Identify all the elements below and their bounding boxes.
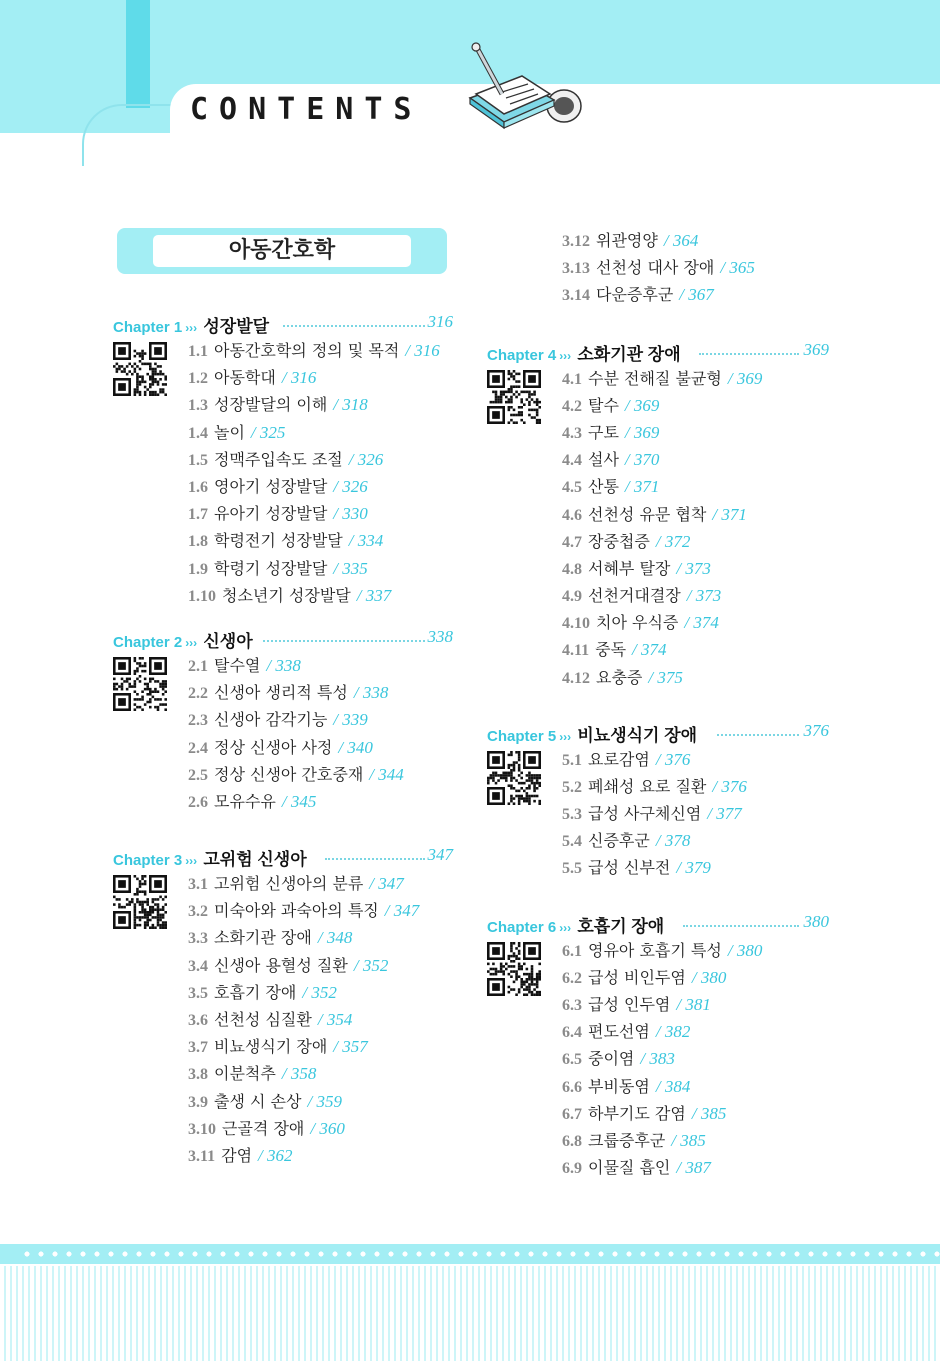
list-item[interactable]: 4.11 중독 / 374 (562, 640, 667, 660)
item-list (562, 365, 829, 691)
list-item[interactable]: 6.8 크룹증후군 / 385 (562, 1130, 706, 1150)
chapter-heading[interactable] (113, 625, 453, 652)
chevron-icon: ››› (185, 321, 198, 335)
section-title-box (117, 228, 447, 274)
list-item[interactable]: 6.2 급성 비인두염 / 380 (562, 967, 727, 987)
list-item[interactable]: 4.3 구토 / 369 (562, 422, 660, 442)
chapter-title: 비뇨생식기 장애 (577, 725, 698, 745)
footer-stripes (0, 1266, 940, 1361)
right-column (487, 227, 829, 1182)
list-item[interactable]: 3.13 선천성 대사 장애 / 365 (562, 258, 755, 278)
qr-code-icon[interactable] (487, 751, 541, 805)
list-item[interactable]: 4.1 수분 전해질 불균형 / 369 (562, 368, 763, 388)
chapter-title: 신생아 (203, 632, 253, 651)
chevron-icon: ››› (185, 854, 198, 868)
leader-dots (683, 925, 799, 927)
list-item[interactable]: 5.3 급성 사구체신염 / 377 (562, 803, 742, 823)
list-item[interactable]: 3.5 호흡기 장애 / 352 (188, 982, 337, 1002)
qr-code-icon[interactable] (113, 342, 167, 396)
list-item[interactable]: 2.4 정상 신생아 사정 / 340 (188, 737, 373, 757)
list-item[interactable]: 3.10 근골격 장애 / 360 (188, 1118, 345, 1138)
list-item[interactable]: 4.2 탈수 / 369 (562, 395, 660, 415)
list-item[interactable]: 4.6 선천성 유문 협착 / 371 (562, 504, 747, 524)
chapter-number: Chapter 5 (487, 727, 557, 745)
list-item[interactable]: 3.7 비뇨생식기 장애 / 357 (188, 1037, 368, 1057)
list-item[interactable]: 3.8 이분척추 / 358 (188, 1064, 317, 1084)
list-item[interactable]: 2.3 신생아 감각기능 / 339 (188, 710, 368, 730)
list-item[interactable]: 3.12 위관영양 / 364 (562, 231, 699, 250)
chapter-title: 성장발달 (203, 317, 270, 336)
chevron-icon: ››› (559, 348, 572, 363)
item-list (188, 870, 453, 1169)
qr-code-icon[interactable] (487, 370, 541, 424)
list-item[interactable]: 1.6 영아기 성장발달 / 326 (188, 476, 368, 496)
list-item[interactable]: 3.3 소화기관 장애 / 348 (188, 928, 353, 948)
chapter-title: 호흡기 장애 (577, 916, 665, 936)
chapter-number: Chapter 1 (113, 319, 183, 336)
list-item[interactable]: 6.6 부비동염 / 384 (562, 1076, 691, 1096)
list-item[interactable]: 6.7 하부기도 감염 / 385 (562, 1103, 727, 1123)
chapter-page: 380 (803, 911, 829, 931)
list-item[interactable]: 3.2 미숙아와 과숙아의 특징 / 347 (188, 901, 420, 921)
footer-dot-band (0, 1244, 940, 1264)
list-item[interactable]: 6.1 영유아 호흡기 특성 / 380 (562, 940, 763, 960)
chapter-number: Chapter 2 (113, 634, 183, 651)
chapter-page: 347 (427, 845, 453, 864)
chapter-page: 316 (427, 312, 453, 331)
list-item[interactable]: 4.5 산통 / 371 (562, 477, 660, 497)
list-item[interactable]: 1.9 학령기 성장발달 / 335 (188, 558, 368, 578)
chapter-title: 고위험 신생아 (203, 850, 307, 869)
footer-dots (20, 1251, 940, 1257)
list-item[interactable]: 1.8 학령전기 성장발달 / 334 (188, 531, 384, 551)
list-item[interactable]: 3.11 감염 / 362 (188, 1145, 293, 1165)
list-item[interactable]: 1.2 아동학대 / 316 (188, 368, 317, 388)
chapter-block (113, 843, 453, 1173)
list-item[interactable]: 1.7 유아기 성장발달 / 330 (188, 504, 368, 524)
left-column (113, 310, 453, 1173)
list-item[interactable]: 6.3 급성 인두염 / 381 (562, 994, 711, 1014)
chapter-title: 소화기관 장애 (577, 344, 681, 364)
list-item[interactable]: 1.4 놀이 / 325 (188, 422, 286, 442)
item-list (562, 937, 829, 1182)
chapter-block (487, 719, 829, 910)
chapter-block (113, 625, 453, 843)
book-pen-icon (462, 40, 592, 132)
chapter-heading[interactable] (113, 843, 453, 870)
chapter-block (113, 310, 453, 625)
list-item[interactable]: 6.5 중이염 / 383 (562, 1049, 675, 1069)
leader-dots (699, 353, 799, 355)
list-item[interactable]: 1.1 아동간호학의 정의 및 목적 / 316 (188, 341, 440, 360)
leader-dots (263, 640, 425, 642)
list-item[interactable]: 5.4 신증후군 / 378 (562, 831, 691, 851)
list-item[interactable]: 4.12 요충증 / 375 (562, 667, 683, 687)
chapter-block (487, 338, 829, 719)
list-item[interactable]: 2.5 정상 신생아 간호중재 / 344 (188, 764, 404, 784)
section-title: 아동간호학 (153, 235, 411, 267)
header-strip (126, 0, 150, 108)
list-item[interactable]: 6.4 편도선염 / 382 (562, 1022, 691, 1042)
list-item[interactable]: 1.10 청소년기 성장발달 / 337 (188, 585, 392, 605)
list-item[interactable]: 2.2 신생아 생리적 특성 / 338 (188, 683, 389, 703)
chapter-number: Chapter 3 (113, 852, 183, 869)
list-item[interactable]: 4.7 장중첩증 / 372 (562, 531, 691, 551)
chapter-page: 338 (427, 627, 453, 646)
chevron-icon: ››› (559, 920, 572, 935)
list-item[interactable]: 3.9 출생 시 손상 / 359 (188, 1091, 342, 1111)
list-item[interactable]: 4.10 치아 우식증 / 374 (562, 613, 719, 633)
chevron-icon: ››› (559, 729, 572, 744)
leader-dots (325, 858, 425, 860)
list-item[interactable]: 4.9 선천거대결장 / 373 (562, 586, 722, 606)
list-item[interactable]: 6.9 이물질 흡인 / 387 (562, 1158, 711, 1178)
qr-code-icon[interactable] (113, 657, 167, 711)
list-item[interactable]: 4.4 설사 / 370 (562, 450, 660, 470)
qr-code-icon[interactable] (487, 942, 541, 996)
list-item[interactable]: 3.14 다운증후군 / 367 (562, 285, 714, 305)
chapter-heading[interactable] (487, 910, 829, 937)
chapter-block (487, 910, 829, 1182)
continued-item-list (562, 227, 829, 309)
chapter-heading[interactable] (113, 310, 453, 337)
chapter-heading[interactable] (487, 719, 829, 746)
list-item[interactable]: 5.2 폐쇄성 요로 질환 / 376 (562, 776, 747, 796)
list-item[interactable]: 1.3 성장발달의 이해 / 318 (188, 395, 368, 415)
chapter-page: 369 (803, 339, 829, 359)
chapter-number: Chapter 4 (487, 346, 557, 364)
item-list (188, 652, 453, 815)
list-item[interactable]: 3.6 선천성 심질환 / 354 (188, 1009, 353, 1029)
chevron-icon: ››› (185, 636, 198, 650)
list-item[interactable]: 4.8 서혜부 탈장 / 373 (562, 558, 711, 578)
list-item[interactable]: 2.1 탈수열 / 338 (188, 656, 301, 675)
list-item[interactable]: 5.1 요로감염 / 376 (562, 749, 691, 769)
list-item[interactable]: 3.1 고위험 신생아의 분류 / 347 (188, 874, 404, 893)
list-item[interactable]: 2.6 모유수유 / 345 (188, 791, 317, 811)
item-list (562, 746, 829, 882)
item-list (188, 337, 453, 609)
leader-dots (717, 734, 799, 736)
list-item[interactable]: 3.4 신생아 용혈성 질환 / 352 (188, 955, 389, 975)
page-title: CONTENTS (190, 92, 423, 127)
list-item[interactable]: 5.5 급성 신부전 / 379 (562, 858, 711, 878)
qr-code-icon[interactable] (113, 875, 167, 929)
chapter-page: 376 (803, 720, 829, 740)
list-item[interactable]: 1.5 정맥주입속도 조절 / 326 (188, 449, 384, 469)
leader-dots (283, 325, 425, 327)
chapter-heading[interactable] (487, 338, 829, 365)
chapter-number: Chapter 6 (487, 918, 557, 936)
